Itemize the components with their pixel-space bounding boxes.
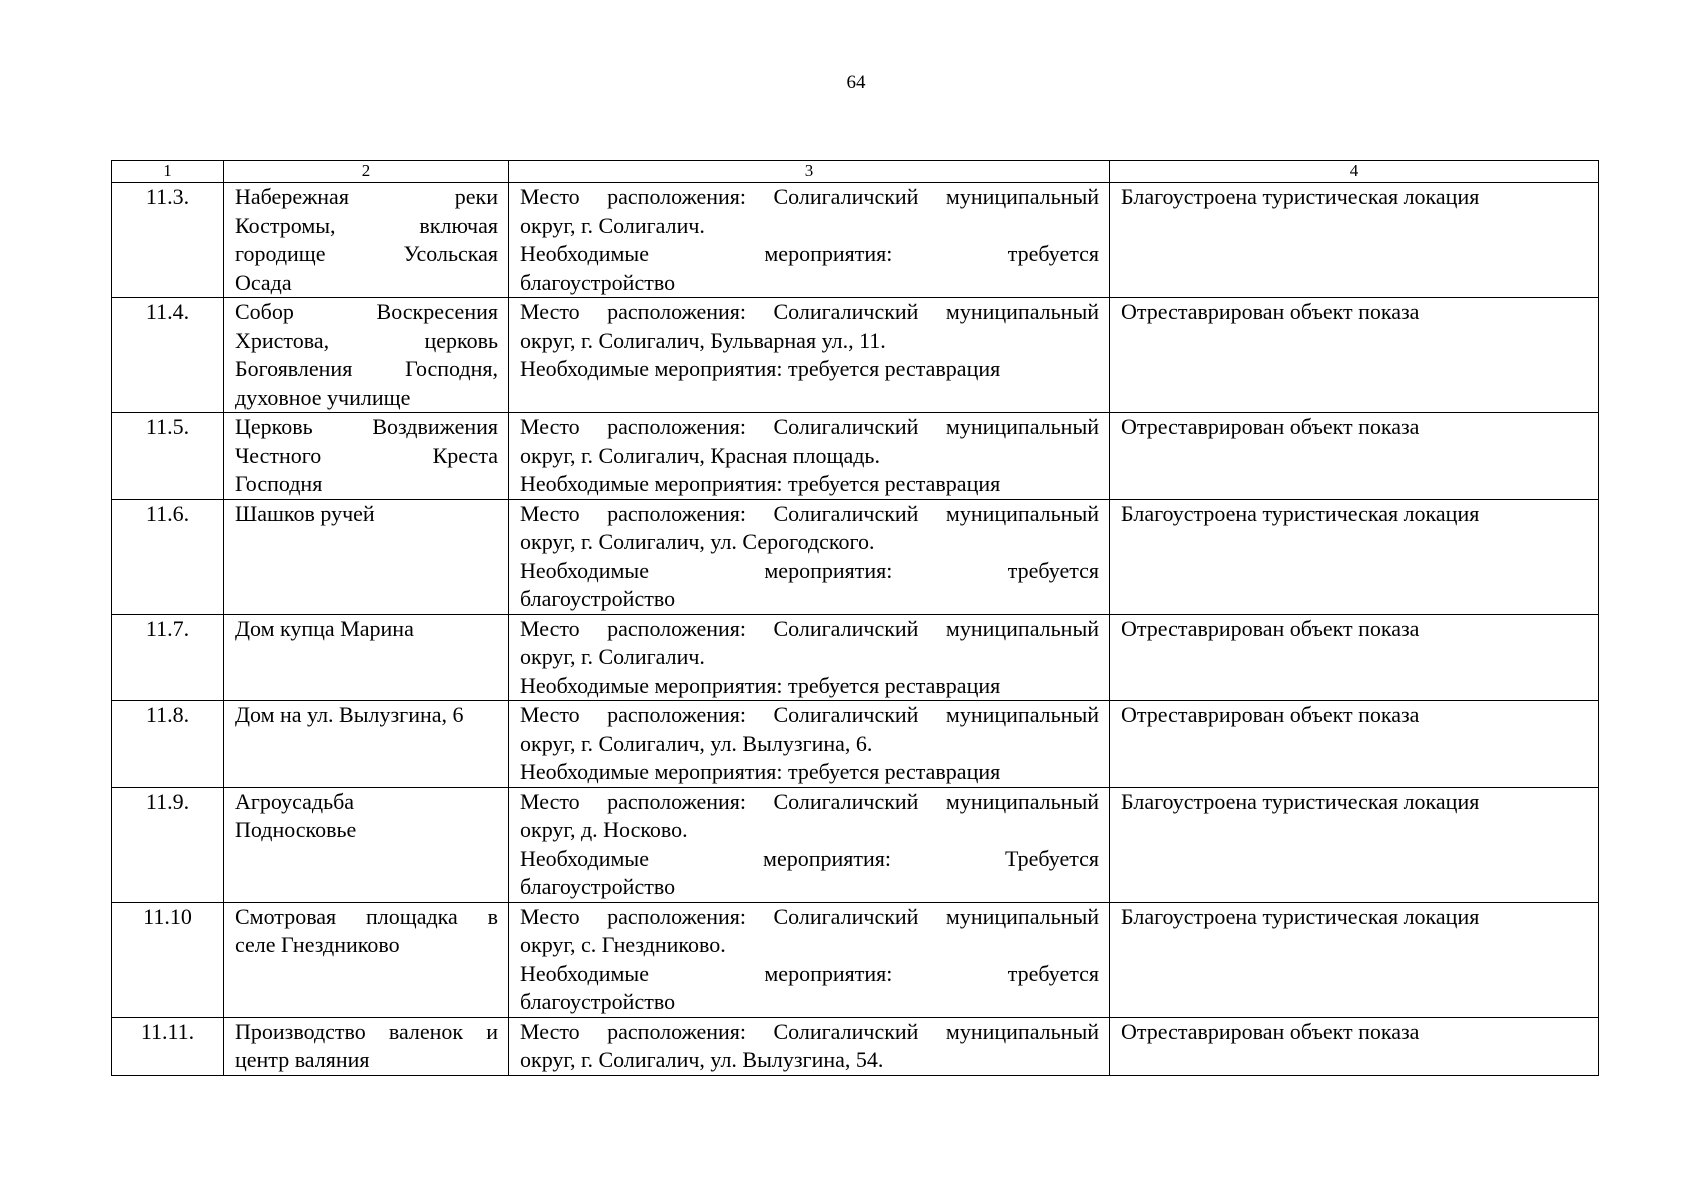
object-name-line: Агроусадьба [235,788,355,814]
row-number-cell: 11.10 [112,902,224,1017]
description-line: Необходимые мероприятия: Требуется [520,845,1099,871]
row-number-cell: 11.7. [112,614,224,701]
description-line: Место расположения: Солигаличский муниципальный [520,788,1099,814]
table-row [112,614,1599,701]
object-name-line: центр валяния [235,1047,370,1072]
description-line: округ, г. Солигалич, ул. Вылузгина, 54. [520,1047,884,1072]
location-measures-cell [509,298,1110,413]
table-row [112,787,1599,902]
description-line: Необходимые мероприятия: требуется реставрация [520,356,1001,381]
object-name-line: Дом на ул. Вылузгина, 6 [235,702,464,727]
object-name-cell [224,1017,509,1075]
table-row [112,183,1599,298]
description-line: Необходимые мероприятия: требуется [520,557,1099,583]
page-number: 64 [846,72,866,93]
location-measures-cell [509,499,1110,614]
object-name-cell [224,787,509,902]
object-name-line: городище Усольская [235,241,498,266]
location-measures-cell [509,1017,1110,1075]
object-name-cell [224,614,509,701]
object-name-line: Дом купца Марина [235,615,414,641]
location-measures-cell [509,413,1110,500]
result-cell: Благоустроена туристическая локация [1110,499,1599,614]
column-header-4: 4 [1110,161,1599,183]
description-line: Место расположения: Солигаличский муниципальный [520,299,1099,324]
object-name-cell [224,902,509,1017]
location-measures-cell [509,614,1110,701]
description-line: Место расположения: Солигаличский муниципальный [520,184,1099,209]
description-line: Место расположения: Солигаличский муниципальный [520,1018,1099,1044]
description-line: Место расположения: Солигаличский муниципальный [520,903,1099,929]
description-line: благоустройство [520,874,676,899]
description-line: округ, г. Солигалич, Бульварная ул., 11. [520,327,886,353]
description-line: Необходимые мероприятия: требуется реставрация [520,759,1001,784]
object-name-line: Шашков ручей [235,500,375,526]
location-measures-cell [509,787,1110,902]
description-line: Необходимые мероприятия: требуется [520,241,1099,266]
result-cell: Отреставрирован объект показа [1110,413,1599,500]
object-name-line: Честного Креста [235,442,498,468]
description-line: округ, г. Солигалич. [520,644,705,669]
object-name-line: Осада [235,269,292,295]
description-line: благоустройство [520,269,676,295]
description-line: благоустройство [520,586,676,611]
object-name-line: Костромы, включая [235,212,498,238]
result-cell: Отреставрирован объект показа [1110,1017,1599,1075]
description-line: Необходимые мероприятия: требуется [520,960,1099,986]
object-name-cell [224,413,509,500]
description-line: округ, с. Гнездниково. [520,932,726,957]
column-header-1: 1 [112,161,224,183]
table-body [112,161,1599,1076]
location-measures-cell [509,183,1110,298]
description-line: благоустройство [520,989,676,1014]
object-name-cell [224,298,509,413]
object-name-line: Подносковье [235,817,357,842]
result-cell: Отреставрирован объект показа [1110,614,1599,701]
table-row [112,413,1599,500]
result-cell: Отреставрирован объект показа [1110,701,1599,788]
description-line: округ, г. Солигалич, ул. Серогодского. [520,529,875,554]
description-line: округ, г. Солигалич. [520,212,705,238]
object-name-line: Набережная реки [235,184,498,209]
object-name-cell [224,701,509,788]
row-number-cell: 11.6. [112,499,224,614]
table-row [112,499,1599,614]
description-line: Место расположения: Солигаличский муниципальный [520,702,1099,727]
table-row [112,1017,1599,1075]
description-line: Место расположения: Солигаличский муниципальный [520,500,1099,526]
object-name-line: Богоявления Господня, [235,356,498,381]
row-number-cell: 11.11. [112,1017,224,1075]
row-number-cell: 11.8. [112,701,224,788]
description-line: округ, д. Носково. [520,817,688,842]
result-cell: Отреставрирован объект показа [1110,298,1599,413]
object-name-line: селе Гнездниково [235,932,400,957]
location-measures-cell [509,701,1110,788]
object-name-line: Производство валенок и [235,1018,498,1044]
table-header-row [112,161,1599,183]
object-name-cell [224,499,509,614]
location-measures-cell [509,902,1110,1017]
row-number-cell: 11.4. [112,298,224,413]
description-line: Необходимые мероприятия: требуется реставрация [520,471,1001,496]
description-line: Место расположения: Солигаличский муниципальный [520,414,1099,439]
object-name-line: Господня [235,471,323,496]
column-header-3: 3 [509,161,1110,183]
description-line: округ, г. Солигалич, Красная площадь. [520,442,880,468]
table-row [112,298,1599,413]
column-header-2: 2 [224,161,509,183]
objects-table [111,160,1599,1076]
table-row [112,701,1599,788]
table-row [112,902,1599,1017]
description-line: Необходимые мероприятия: требуется реставрация [520,672,1001,698]
object-name-cell [224,183,509,298]
object-name-line: Собор Воскресения [235,299,498,324]
description-line: округ, г. Солигалич, ул. Вылузгина, 6. [520,730,873,756]
object-name-line: духовное училище [235,384,411,410]
row-number-cell: 11.5. [112,413,224,500]
result-cell: Благоустроена туристическая локация [1110,183,1599,298]
description-line: Место расположения: Солигаличский муниципальный [520,615,1099,641]
result-cell: Благоустроена туристическая локация [1110,787,1599,902]
row-number-cell: 11.9. [112,787,224,902]
object-name-line: Смотровая площадка в [235,903,498,929]
object-name-line: Христова, церковь [235,327,498,353]
row-number-cell: 11.3. [112,183,224,298]
result-cell: Благоустроена туристическая локация [1110,902,1599,1017]
object-name-line: Церковь Воздвижения [235,414,498,439]
